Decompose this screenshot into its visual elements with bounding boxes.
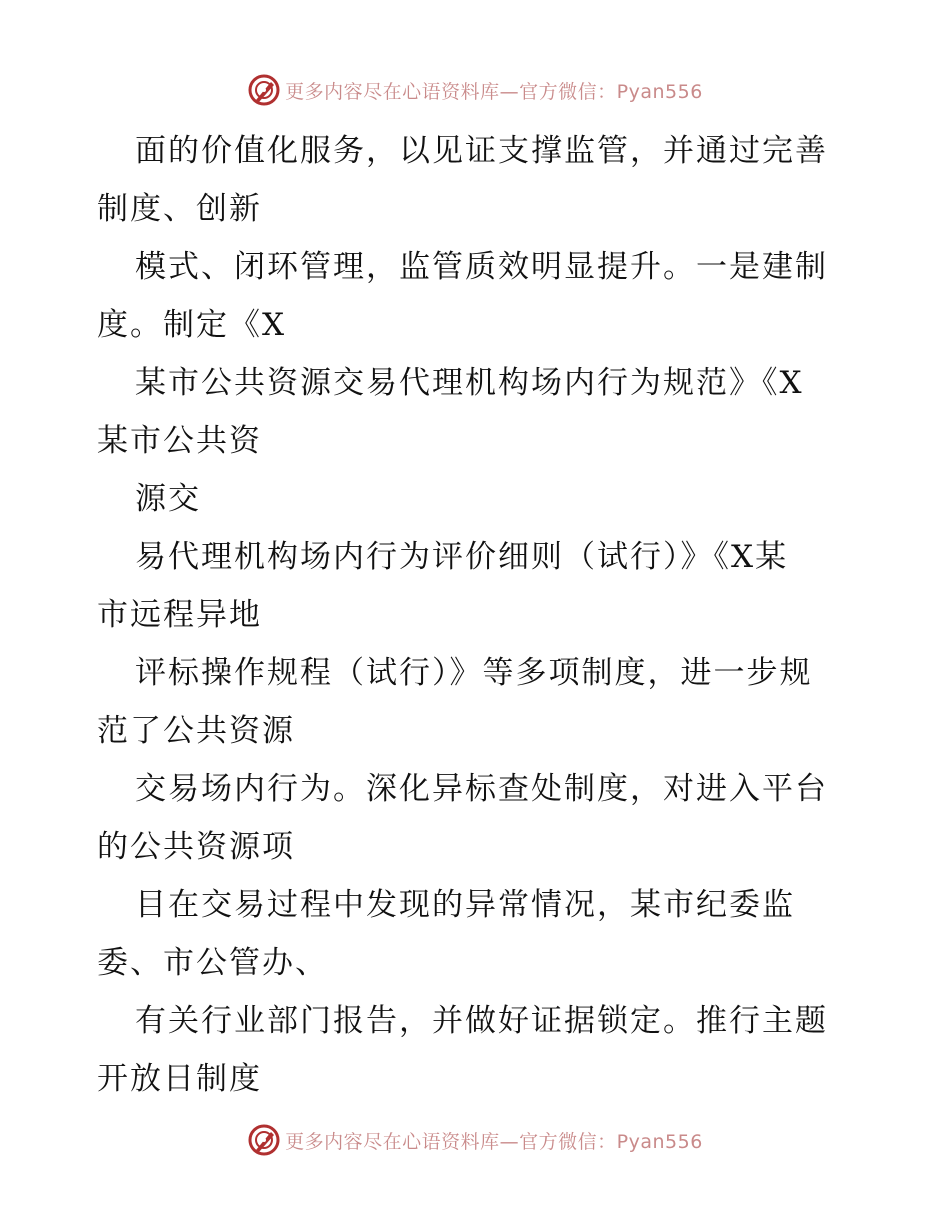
text-line: 市远程异地 bbox=[97, 597, 262, 633]
pen-nib-logo-icon bbox=[247, 73, 281, 107]
text-line: 评标操作规程（试行）》等多项制度，进一步规 bbox=[135, 655, 813, 691]
text-line: 面的价值化服务，以见证支撑监管，并通过完善 bbox=[135, 133, 828, 169]
text-line: 度。制定《X bbox=[97, 307, 287, 343]
text-line: 有关行业部门报告，并做好证据锁定。推行主题 bbox=[135, 1003, 828, 1039]
text-line: 委、市公管办、 bbox=[97, 945, 328, 981]
watermark-text: 更多内容尽在心语资料库—官方微信：Pyan556 bbox=[285, 80, 703, 103]
text-line: 制度、创新 bbox=[97, 191, 262, 227]
text-line: 开放日制度 bbox=[97, 1061, 262, 1097]
text-line: 模式、闭环管理，监管质效明显提升。一是建制 bbox=[135, 249, 828, 285]
text-line: 目在交易过程中发现的异常情况，某市纪委监 bbox=[135, 887, 795, 923]
text-line: 交易场内行为。深化异标查处制度，对进入平台 bbox=[135, 771, 828, 807]
header-watermark-banner bbox=[0, 72, 950, 108]
footer-watermark-banner bbox=[0, 1122, 950, 1158]
text-line: 某市公共资 bbox=[97, 423, 262, 459]
watermark-text: 更多内容尽在心语资料库—官方微信：Pyan556 bbox=[285, 1130, 703, 1153]
document-body bbox=[97, 122, 857, 1108]
text-line: 范了公共资源 bbox=[97, 713, 295, 749]
text-line: 易代理机构场内行为评价细则（试行）》《X某 bbox=[135, 539, 789, 575]
text-line: 某市公共资源交易代理机构场内行为规范》《X bbox=[135, 365, 804, 401]
text-line: 的公共资源项 bbox=[97, 829, 295, 865]
text-line: 源交 bbox=[135, 481, 201, 517]
pen-nib-logo-icon bbox=[247, 1123, 281, 1157]
